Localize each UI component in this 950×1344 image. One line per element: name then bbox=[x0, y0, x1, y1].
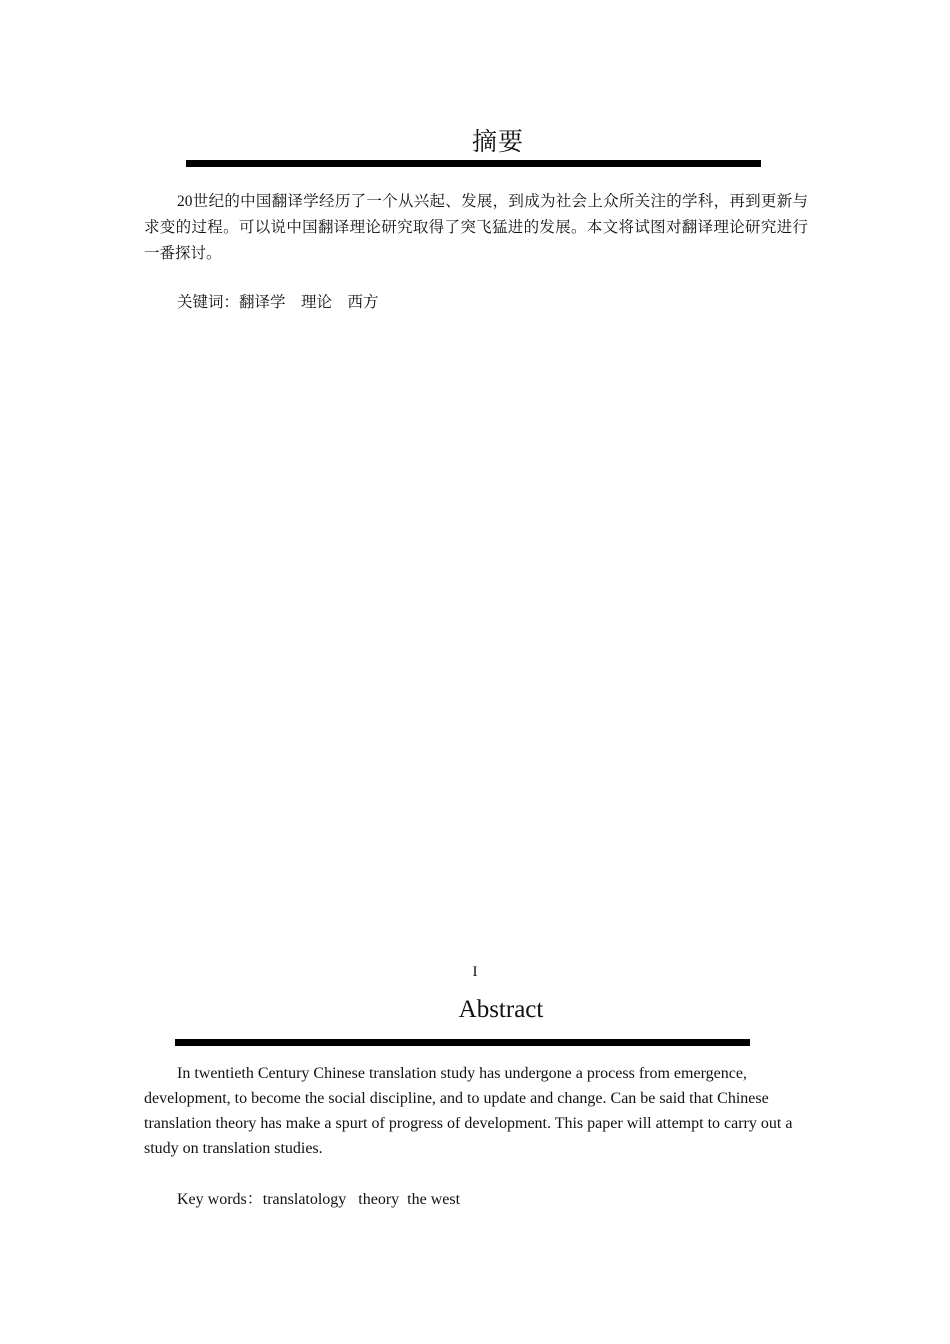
chinese-abstract-body: 20世纪的中国翻译学经历了一个从兴起、发展，到成为社会上众所关注的学科，再到更新与求变的过程。可以说中国翻译理论研究取得了突飞猛进的发展。本文将试图对翻译理论研究进行一番探讨。 bbox=[144, 193, 808, 262]
title-divider-cn bbox=[186, 160, 761, 167]
chinese-abstract-title: 摘要 bbox=[471, 129, 524, 156]
chinese-keywords: 关键词：翻译学 理论 西方 bbox=[177, 294, 379, 311]
title-divider-en bbox=[175, 1039, 750, 1046]
page-number: I bbox=[472, 964, 478, 980]
english-abstract-title: Abstract bbox=[458, 996, 544, 1023]
english-keywords: Key words：translatology theory the west bbox=[177, 1191, 461, 1208]
english-abstract-body: In twentieth Century Chinese translation study has undergone a process from emergence, development, to become the social discipline, and to update and change. Can be said that Chinese translation theory has make a spurt of progress of development. This paper will attempt to carry out a study on translation studies. bbox=[144, 1065, 793, 1157]
